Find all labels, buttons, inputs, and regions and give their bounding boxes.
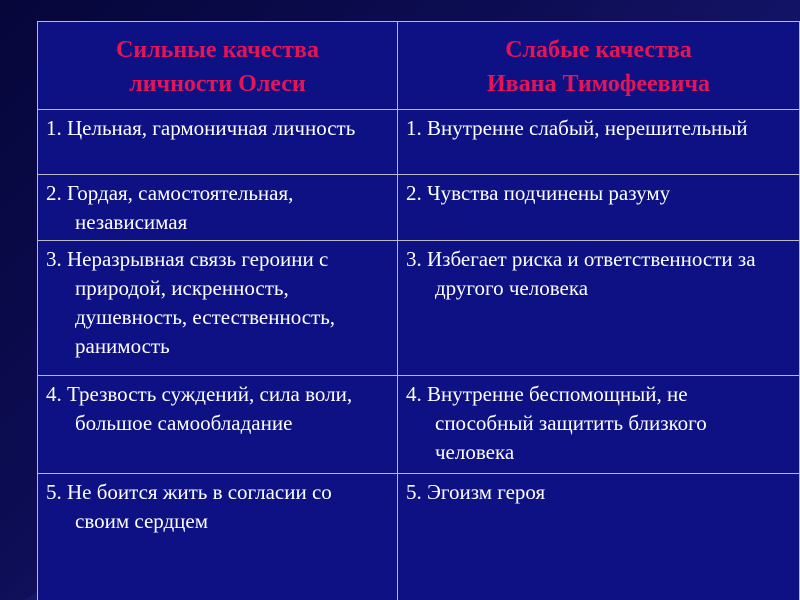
table-cell [38, 376, 398, 474]
table-cell [398, 376, 800, 474]
header-line: Сильные качества [116, 36, 319, 63]
cell-text: 3. Неразрывная связь героини с природой, искренность, душевность, естественность, ранимость [46, 247, 336, 358]
table-row [38, 110, 800, 175]
header-line: личности Олеси [129, 70, 306, 97]
cell-text: 1. Цельная, гармоничная личность [46, 116, 356, 140]
table-cell [38, 175, 398, 241]
table-row [38, 241, 800, 376]
table-cell [398, 175, 800, 241]
table-cell [38, 241, 398, 376]
cell-text: 2. Чувства подчинены разуму [406, 181, 671, 205]
table-cell [38, 474, 398, 600]
header-line: Слабые качества [505, 36, 692, 63]
cell-text: 2. Гордая, самостоятельная, независимая [46, 181, 294, 234]
table-cell [398, 241, 800, 376]
header-strong-qualities [38, 22, 398, 110]
table-cell [398, 110, 800, 175]
cell-text: 3. Избегает риска и ответственности за другого человека [406, 247, 756, 300]
header-row [38, 22, 800, 110]
table-cell [398, 474, 800, 600]
cell-text: 4. Трезвость суждений, сила воли, большое самообладание [46, 382, 353, 435]
cell-text: 5. Эгоизм героя [406, 480, 546, 504]
table-row [38, 175, 800, 241]
cell-text: 1. Внутренне слабый, нерешительный [406, 116, 748, 140]
table-row [38, 474, 800, 600]
cell-text: 4. Внутренне беспомощный, не способный защитить близкого человека [406, 382, 707, 464]
header-line: Ивана Тимофеевича [487, 70, 710, 97]
table-row [38, 376, 800, 474]
header-weak-qualities [398, 22, 800, 110]
table-cell [38, 110, 398, 175]
qualities-table [37, 21, 800, 600]
cell-text: 5. Не боится жить в согласии со своим сердцем [46, 480, 332, 533]
